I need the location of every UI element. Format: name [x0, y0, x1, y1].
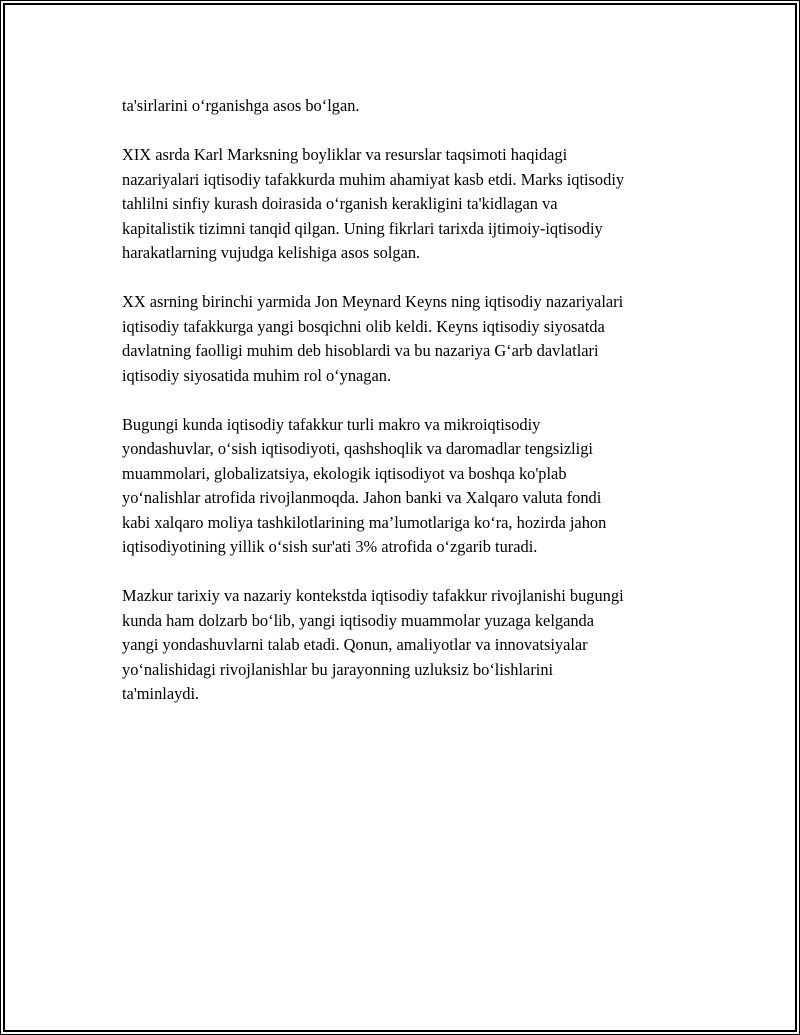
paragraph-4: Bugungi kunda iqtisodiy tafakkur turli makro va mikroiqtisodiy yondashuvlar, o‘sish iqtisodiyoti, qashshoqlik va daromadlar tengsizligi muammolari, globalizatsiya, ekologik iqtisodiyot va boshqa ko'plab yo‘nalishlar atrofida rivojlanmoqda. Jahon banki va Xalqaro valuta fondi kabi xalqaro moliya tashkilotlarining ma’lumotlariga ko‘ra, hozirda jahon iqtisodiyotining yillik o‘sish sur'ati 3% atrofida o‘zgarib turadi.: [122, 414, 607, 556]
document-body: [122, 94, 722, 731]
page-border: [3, 3, 797, 1032]
paragraph-1: ta'sirlarini o‘rganishga asos bo‘lgan.: [122, 96, 360, 115]
paragraph-2: XIX asrda Karl Marksning boyliklar va resurslar taqsimoti haqidagi nazariyalari iqtisodiy tafakkurda muhim ahamiyat kasb etdi. Marks iqtisodiy tahlilni sinfiy kurash doirasida o‘rganish kerakligini ta'kidlagan va kapitalistik tizimni tanqid qilgan. Uning fikrlari tarixda ijtimoiy-iqtisodiy harakatlarning vujudga kelishiga asos solgan.: [122, 145, 625, 262]
paragraph-3: XX asrning birinchi yarmida Jon Meynard Keyns ning iqtisodiy nazariyalari iqtisodiy tafakkurga yangi bosqichni olib keldi. Keyns iqtisodiy siyosatda davlatning faolligi muhim deb hisoblardi va bu nazariya G‘arb davlatlari iqtisodiy siyosatida muhim rol o‘ynagan.: [122, 292, 624, 385]
paragraph-5: Mazkur tarixiy va nazariy kontekstda iqtisodiy tafakkur rivojlanishi bugungi kunda ham dolzarb bo‘lib, yangi iqtisodiy muammolar yuzaga kelganda yangi yondashuvlarni talab etadi. Qonun, amaliyotlar va innovatsiyalar yo‘nalishidagi rivojlanishlar bu jarayonning uzluksiz bo‘lishlarini ta'minlaydi.: [122, 586, 624, 703]
